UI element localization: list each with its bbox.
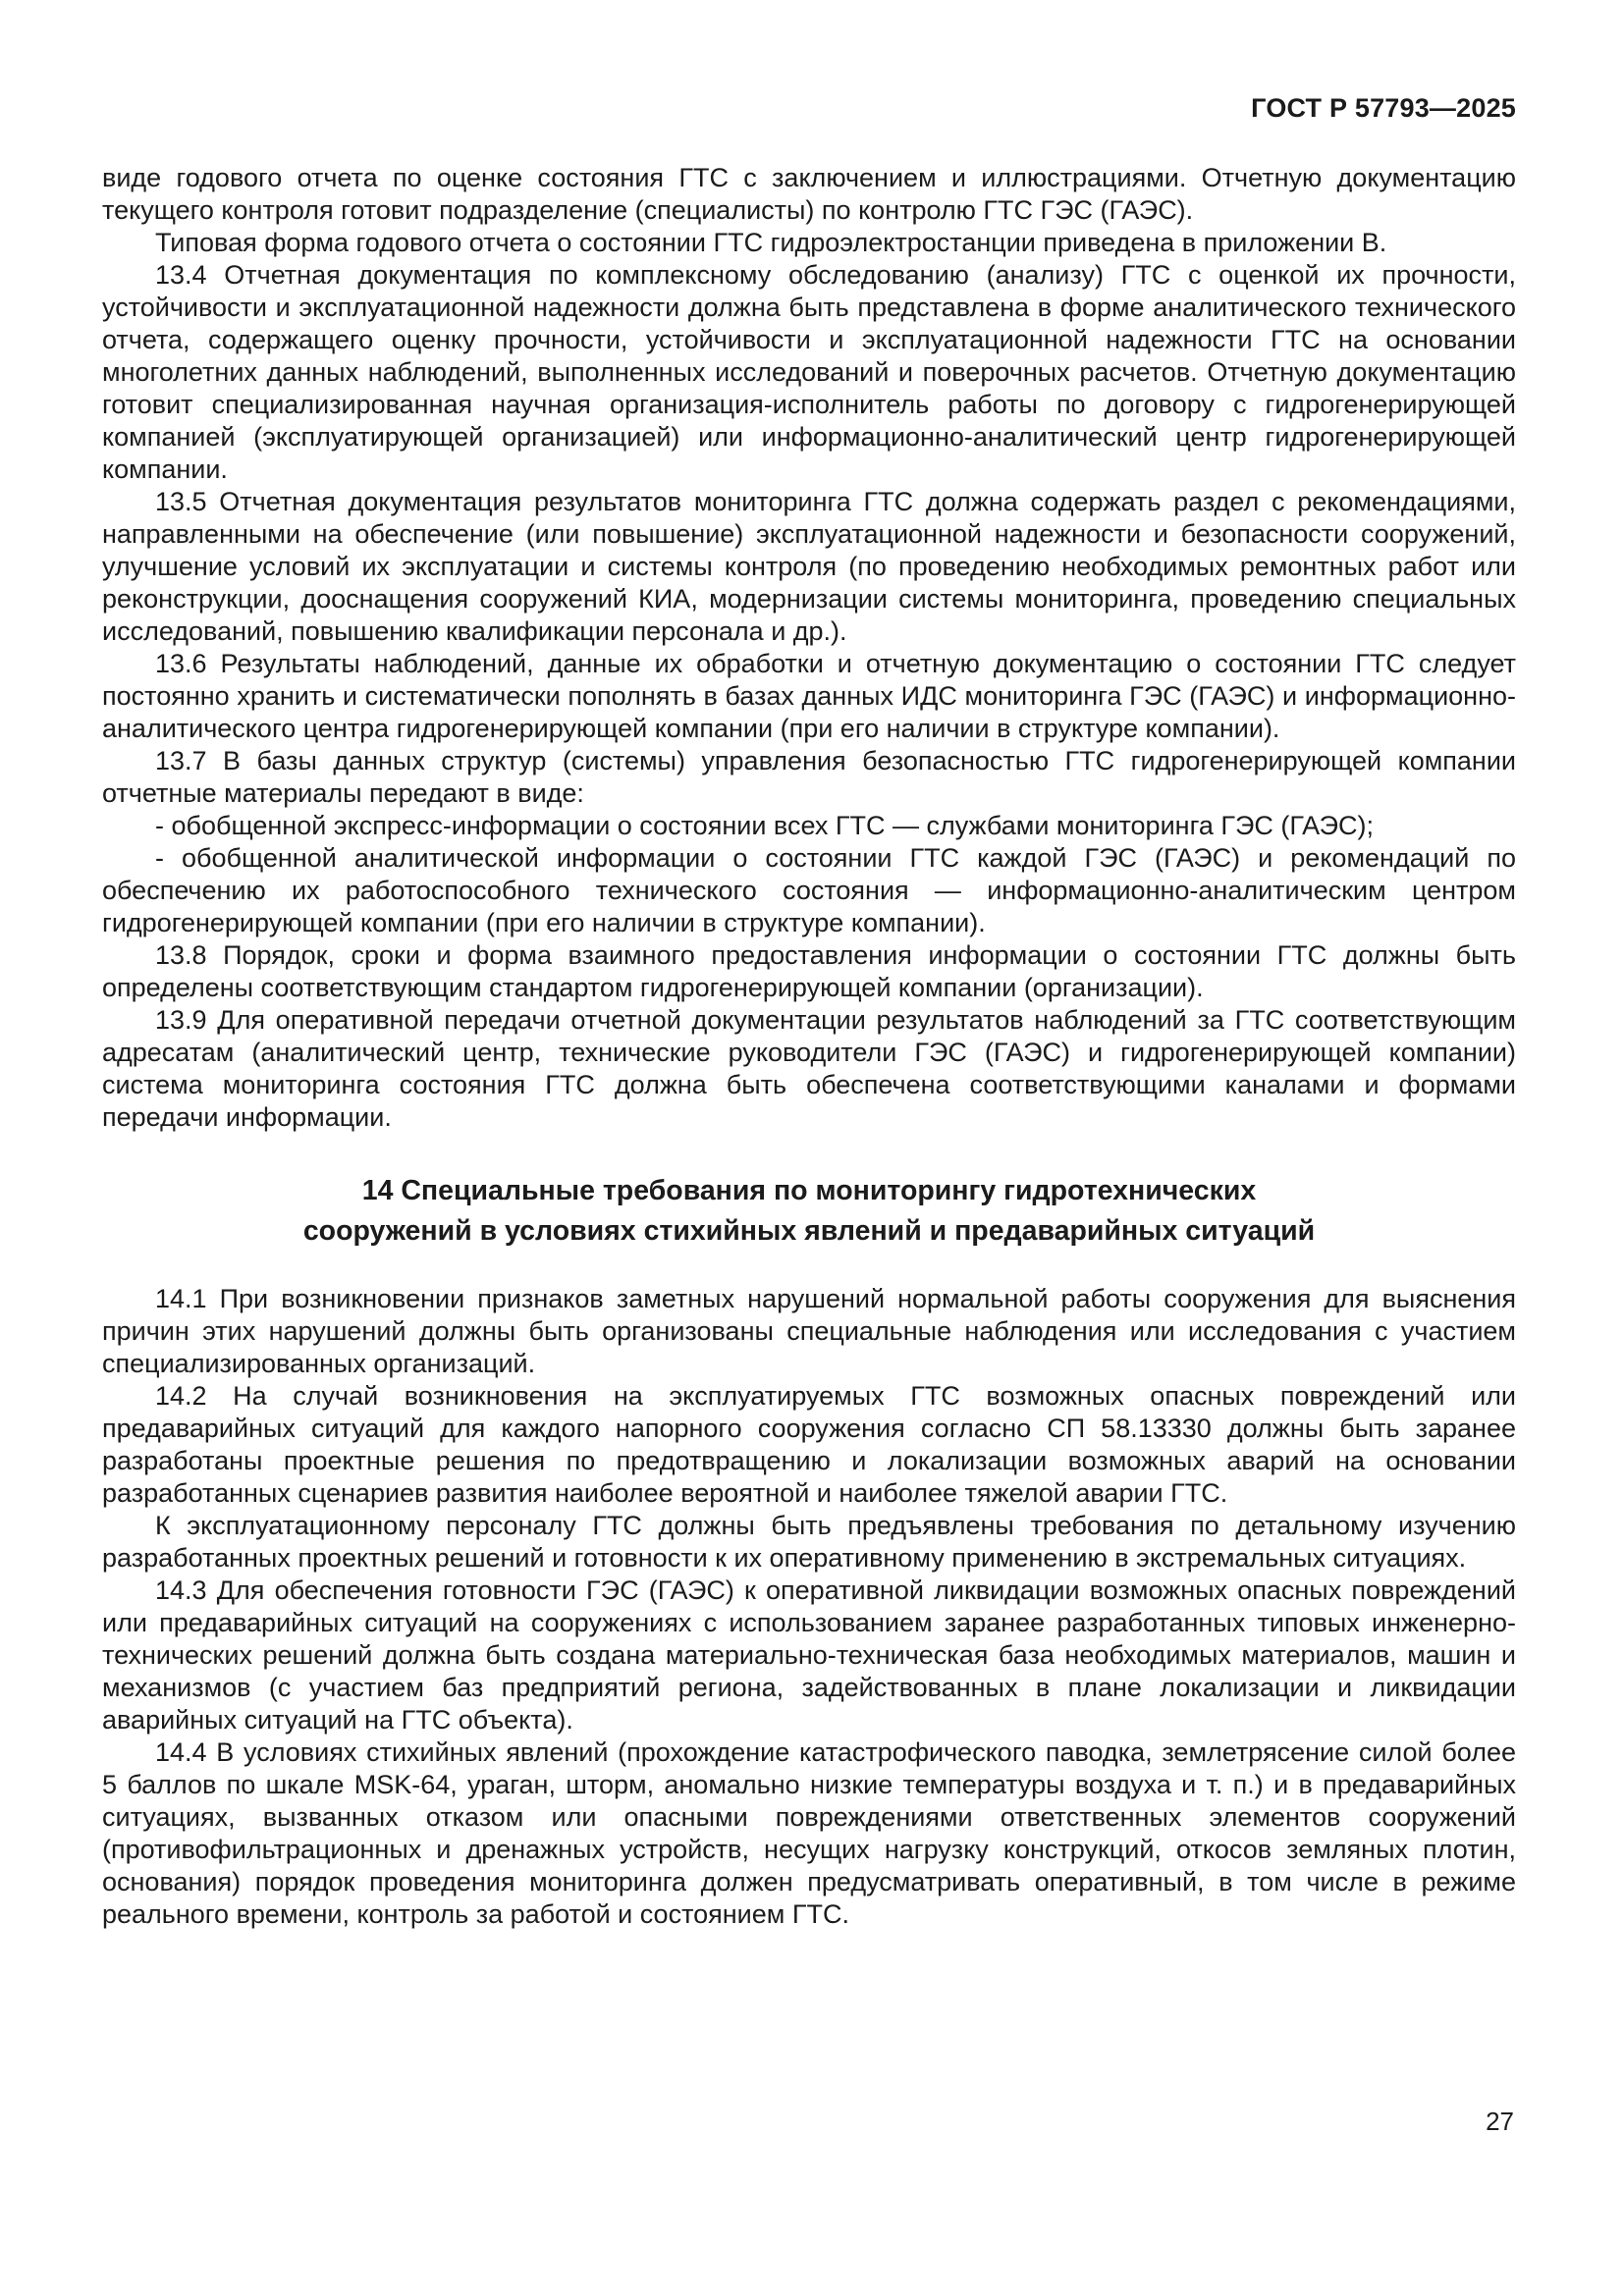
paragraph: Типовая форма годового отчета о состоянии ГТС гидроэлектростанции приведена в приложении В.: [155, 228, 1387, 257]
paragraph: 13.9 Для оперативной передачи отчетной документации результатов наблюдений за ГТС соответствующим адресатам (аналитический центр, технические руководители ГЭС (ГАЭС) и гидрогенерирующей компании) система мониторинга состояния ГТС должна быть обеспечена соответствующими каналами и формами передачи информации.: [102, 1005, 1516, 1132]
paragraph: виде годового отчета по оценке состояния ГТС с заключением и иллюстрациями. Отчетную документацию текущего контроля готовит подразделение (специалисты) по контролю ГТС ГЭС (ГАЭС).: [102, 163, 1516, 225]
paragraph: 13.5 Отчетная документация результатов мониторинга ГТС должна содержать раздел с рекомендациями, направленными на обеспечение (или повышение) эксплуатационной надежности и безопасности сооружений, улучшение условий их эксплуатации и системы контроля (по проведению необходимых ремонтных работ или реконструкции, дооснащения сооружений КИА, модернизации системы мониторинга, проведению специальных исследований, повышению квалификации персонала и др.).: [102, 487, 1516, 646]
paragraph: 14.2 На случай возникновения на эксплуатируемых ГТС возможных опасных повреждений или предаварийных ситуаций для каждого напорного сооружения согласно СП 58.13330 должны быть заранее разработаны проектные решения по предотвращению и локализации возможных аварий на основании разработанных сценариев развития наиболее вероятной и наиболее тяжелой аварии ГТС.: [102, 1381, 1516, 1508]
section-heading: 14 Специальные требования по мониторингу гидротехнических сооружений в условиях стихийных явлений и предаварийных ситуаций: [302, 1175, 1316, 1247]
paragraph: 13.7 В базы данных структур (системы) управления безопасностью ГТС гидрогенерирующей компании отчетные материалы передают в виде:: [102, 746, 1516, 808]
paragraph: 13.6 Результаты наблюдений, данные их обработки и отчетную документацию о состоянии ГТС следует постоянно хранить и систематически пополнять в базах данных ИДС мониторинга ГЭС (ГАЭС) и информационно-аналитического центра гидрогенерирующей компании (при его наличии в структуре компании).: [102, 649, 1516, 743]
paragraph: 14.4 В условиях стихийных явлений (прохождение катастрофического паводка, землетрясение силой более 5 баллов по шкале MSK-64, ураган, шторм, аномально низкие температуры воздуха и т. п.) и в предаварийных ситуациях, вызванных отказом или опасными повреждениями ответственных элементов сооружений (противофильтрационных и дренажных устройств, несущих нагрузку конструкций, откосов земляных плотин, основания) порядок проведения мониторинга должен предусматривать оперативный, в том числе в режиме реального времени, контроль за работой и состоянием ГТС.: [102, 1737, 1516, 1929]
paragraph: 14.1 При возникновении признаков заметных нарушений нормальной работы сооружения для выяснения причин этих нарушений должны быть организованы специальные наблюдения или исследования с участием специализированных организаций.: [102, 1284, 1516, 1378]
paragraph: К эксплуатационному персоналу ГТС должны быть предъявлены требования по детальному изучению разработанных проектных решений и готовности к их оперативному применению в экстремальных ситуациях.: [102, 1511, 1516, 1573]
paragraph: 14.3 Для обеспечения готовности ГЭС (ГАЭС) к оперативной ликвидации возможных опасных повреждений или предаварийных ситуаций на сооружениях с использованием заранее разработанных типовых инженерно-технических решений должна быть создана материально-техническая база необходимых материалов, машин и механизмов (с участием баз предприятий региона, задействованных в плане локализации и ликвидации аварийных ситуаций на ГТС объекта).: [102, 1575, 1516, 1735]
doc-number: ГОСТ Р 57793—2025: [1251, 93, 1516, 123]
paragraph: 13.4 Отчетная документация по комплексному обследованию (анализу) ГТС с оценкой их прочности, устойчивости и эксплуатационной надежности должна быть представлена в форме аналитического технического отчета, содержащего оценку прочности, устойчивости и эксплуатационной надежности ГТС на основании многолетних данных наблюдений, выполненных исследований и поверочных расчетов. Отчетную документацию готовит специализированная научная организация-исполнитель работы по договору с гидрогенерирующей компанией (эксплуатирующей организацией) или информационно-аналитический центр гидрогенерирующей компании.: [102, 260, 1516, 484]
paragraph: 13.8 Порядок, сроки и форма взаимного предоставления информации о состоянии ГТС должны быть определены соответствующим стандартом гидрогенерирующей компании (организации).: [102, 940, 1516, 1002]
list-item: - обобщенной аналитической информации о состоянии ГТС каждой ГЭС (ГАЭС) и рекомендаций по обеспечению их работоспособного технического состояния — информационно-аналитическим центром гидрогенерирующей компании (при его наличии в структуре компании).: [102, 843, 1516, 937]
list-item: - обобщенной экспресс-информации о состоянии всех ГТС — службами мониторинга ГЭС (ГАЭС);: [155, 811, 1374, 840]
page-number: 27: [1486, 2107, 1514, 2136]
page-content: [102, 92, 1516, 1931]
